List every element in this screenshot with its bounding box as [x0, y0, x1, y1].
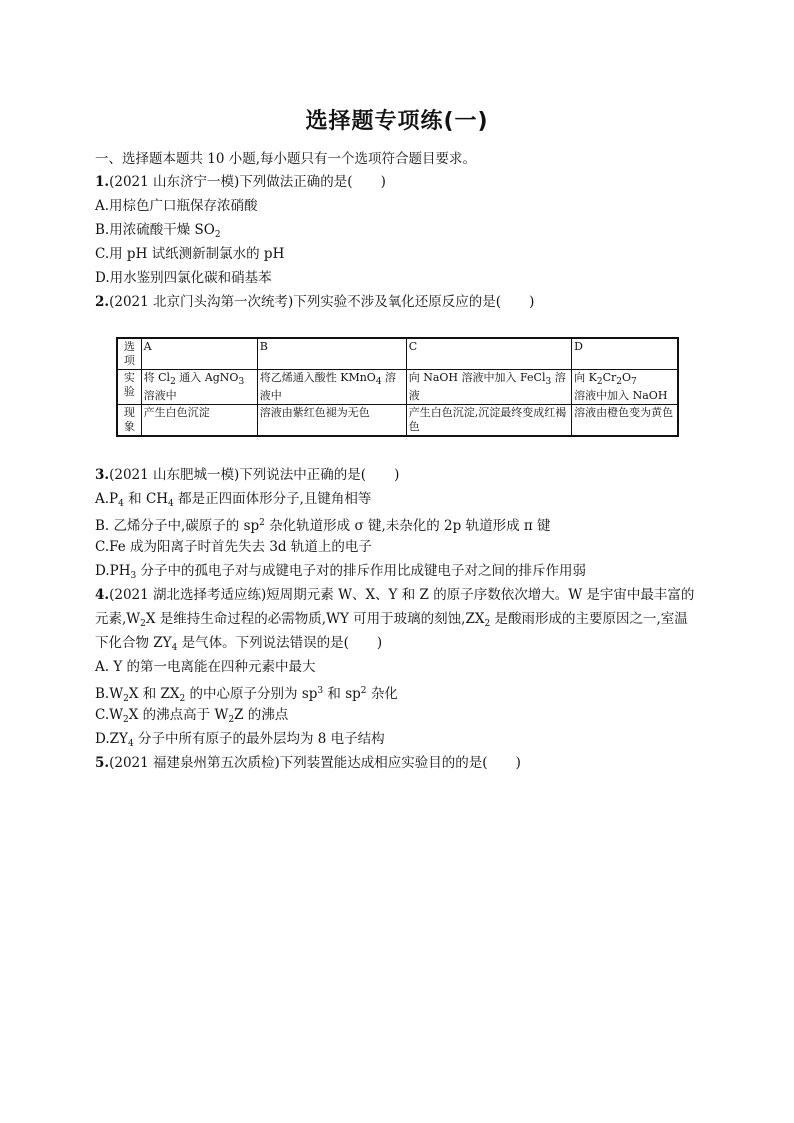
option-text: 杂化 — [366, 686, 398, 702]
question-source: (2021 湖北选择考适应练) — [109, 587, 267, 603]
subscript: 2 — [228, 715, 235, 725]
subscript: 4 — [171, 643, 178, 653]
subscript: 2 — [214, 230, 221, 240]
question-4-stem-line-2 — [95, 610, 688, 633]
option-text: Z 的沸点 — [234, 707, 289, 723]
subscript: 3 — [545, 377, 552, 387]
option-text: C.W — [95, 707, 124, 723]
table-row — [117, 370, 678, 405]
cell-text: 通入 AgNO — [175, 371, 239, 384]
paren-close: ) — [529, 294, 535, 310]
table-row — [117, 338, 678, 370]
option-text: X 的沸点高于 W — [128, 707, 229, 723]
option-text: B. 乙烯分子中,碳原子的 sp — [95, 518, 260, 534]
stem-text: 是气体。下列说法错误的是( — [177, 635, 349, 651]
cell-text: 将乙烯通入酸性 KMnO — [259, 371, 376, 384]
option-text: B.用浓硫酸干燥 SO — [95, 222, 215, 238]
cell-text: Cr — [602, 371, 617, 384]
superscript: 2 — [259, 518, 265, 528]
subscript: 2 — [179, 694, 186, 704]
question-1-option-b — [95, 221, 221, 244]
question-text: 下列实验不涉及氧化还原反应的是( — [293, 294, 502, 310]
question-number: 5. — [95, 755, 110, 771]
table-cell — [257, 370, 406, 405]
question-3-option-a — [95, 490, 371, 513]
page-title: 选择题专项练(一) — [305, 109, 489, 134]
question-4-option-b — [95, 682, 398, 708]
question-3-option-c: C.Fe 成为阳离子时首先失去 3d 轨道上的电子 — [95, 539, 372, 555]
option-text: 杂化轨道形成 σ 键,未杂化的 2p 轨道形成 π 键 — [264, 518, 551, 534]
option-text: A.P — [95, 491, 119, 507]
paren-close: ) — [394, 467, 400, 483]
option-text: 和 sp — [323, 686, 361, 702]
row-header: 现象 — [117, 405, 141, 437]
stem-text: 元素,W — [95, 611, 141, 627]
question-1-option-c: C.用 pH 试纸测新制氯水的 pH — [95, 246, 285, 262]
option-text: 分子中所有原子的最外层均为 8 电子结构 — [133, 731, 385, 747]
cell-text: O — [622, 371, 632, 384]
table-cell: C — [406, 338, 571, 370]
table-cell: 产生白色沉淀,沉淀最终变成红褐色 — [406, 405, 571, 437]
question-1-option-d: D.用水鉴别四氯化碳和硝基苯 — [95, 270, 272, 286]
option-text: 的中心原子分别为 sp — [185, 686, 318, 702]
question-text: 下列说法中正确的是( — [239, 467, 367, 483]
question-source: (2021 北京门头沟第一次统考) — [109, 294, 294, 310]
question-5-stem — [95, 754, 521, 772]
table-cell: 产生白色沉淀 — [141, 405, 257, 437]
question-4-option-d — [95, 730, 385, 753]
row-header: 选项 — [117, 338, 141, 370]
question-number: 1. — [95, 174, 110, 190]
question-text: 下列装置能达成相应实验目的的是( — [279, 755, 488, 771]
subscript: 2 — [170, 377, 176, 387]
option-text: D.PH — [95, 563, 131, 579]
cell-text: 溶液中加入 NaOH — [574, 389, 668, 402]
option-text: D.ZY — [95, 731, 128, 747]
option-text: B.W — [95, 686, 124, 702]
table-row — [117, 405, 678, 437]
subscript: 2 — [484, 619, 491, 629]
cell-text: 向 NaOH 溶液中加入 FeCl — [408, 371, 546, 384]
question-number: 4. — [95, 587, 110, 603]
subscript: 4 — [168, 499, 174, 509]
question-1-option-a: A.用棕色广口瓶保存浓硝酸 — [95, 198, 258, 214]
question-4-option-c — [95, 706, 288, 729]
option-text: 和 CH — [123, 491, 169, 507]
row-header: 实验 — [117, 370, 141, 405]
question-2-table — [116, 337, 679, 437]
question-text: 下列做法正确的是( — [239, 174, 353, 190]
table-cell: D — [572, 338, 678, 370]
subscript: 2 — [616, 377, 622, 387]
table-cell: B — [257, 338, 406, 370]
question-3-stem — [95, 466, 399, 484]
table-cell: 溶液由紫红色褪为无色 — [257, 405, 406, 437]
option-text: X 和 ZX — [128, 686, 180, 702]
subscript: 2 — [123, 715, 129, 725]
subscript: 4 — [127, 739, 134, 749]
question-1-stem — [95, 173, 386, 191]
question-2-stem — [95, 293, 534, 311]
cell-text: 溶液中 — [259, 371, 397, 402]
subscript: 7 — [631, 377, 637, 387]
question-3-option-d — [95, 562, 586, 585]
stem-text: 是酸雨形成的主要原因之一,室温 — [490, 611, 688, 627]
table-cell — [406, 370, 571, 405]
paren-close: ) — [376, 635, 383, 651]
table-cell: 溶液由橙色变为黄色 — [572, 405, 678, 437]
subscript: 2 — [596, 377, 603, 387]
question-number: 2. — [95, 294, 110, 310]
question-source: (2021 山东济宁一模) — [109, 174, 240, 190]
section-header: 一、选择题本题共 10 小题,每小题只有一个选项符合题目要求。 — [95, 151, 477, 167]
cell-text: 向 K — [574, 371, 597, 384]
superscript: 3 — [317, 686, 324, 696]
table-cell — [141, 370, 257, 405]
subscript: 3 — [238, 377, 245, 387]
table-cell — [572, 370, 678, 405]
question-number: 3. — [95, 467, 110, 483]
cell-text: 溶液 — [408, 371, 566, 402]
question-4-stem-line-3 — [95, 634, 382, 657]
subscript: 4 — [118, 499, 124, 509]
stem-text: 下化合物 ZY — [95, 635, 172, 651]
cell-text: 将 Cl — [143, 371, 171, 384]
superscript: 2 — [360, 686, 367, 696]
question-4-stem — [95, 586, 694, 604]
table-cell: A — [141, 338, 257, 370]
subscript: 2 — [140, 619, 146, 629]
option-text: 分子中的孤电子对与成键电子对的排斥作用比成键电子对之间的排斥作用弱 — [136, 563, 587, 579]
subscript: 2 — [123, 694, 129, 704]
subscript: 4 — [375, 377, 382, 387]
question-4-option-a: A. Y 的第一电离能在四种元素中最大 — [95, 659, 316, 675]
question-source: (2021 福建泉州第五次质检) — [109, 755, 280, 771]
stem-text: X 是维持生命过程的必需物质,WY 可用于玻璃的刻蚀,ZX — [145, 611, 485, 627]
paren-close: ) — [515, 755, 521, 771]
option-text: 都是正四面体形分子,且键角相等 — [173, 491, 372, 507]
cell-text: 溶液中 — [143, 389, 177, 402]
question-source: (2021 山东肥城一模) — [109, 467, 240, 483]
question-text: 短周期元素 W、X、Y 和 Z 的原子序数依次增大。W 是宇宙中最丰富的 — [266, 587, 695, 603]
subscript: 3 — [130, 571, 137, 581]
paren-close: ) — [380, 174, 386, 190]
question-3-option-b — [95, 514, 551, 535]
